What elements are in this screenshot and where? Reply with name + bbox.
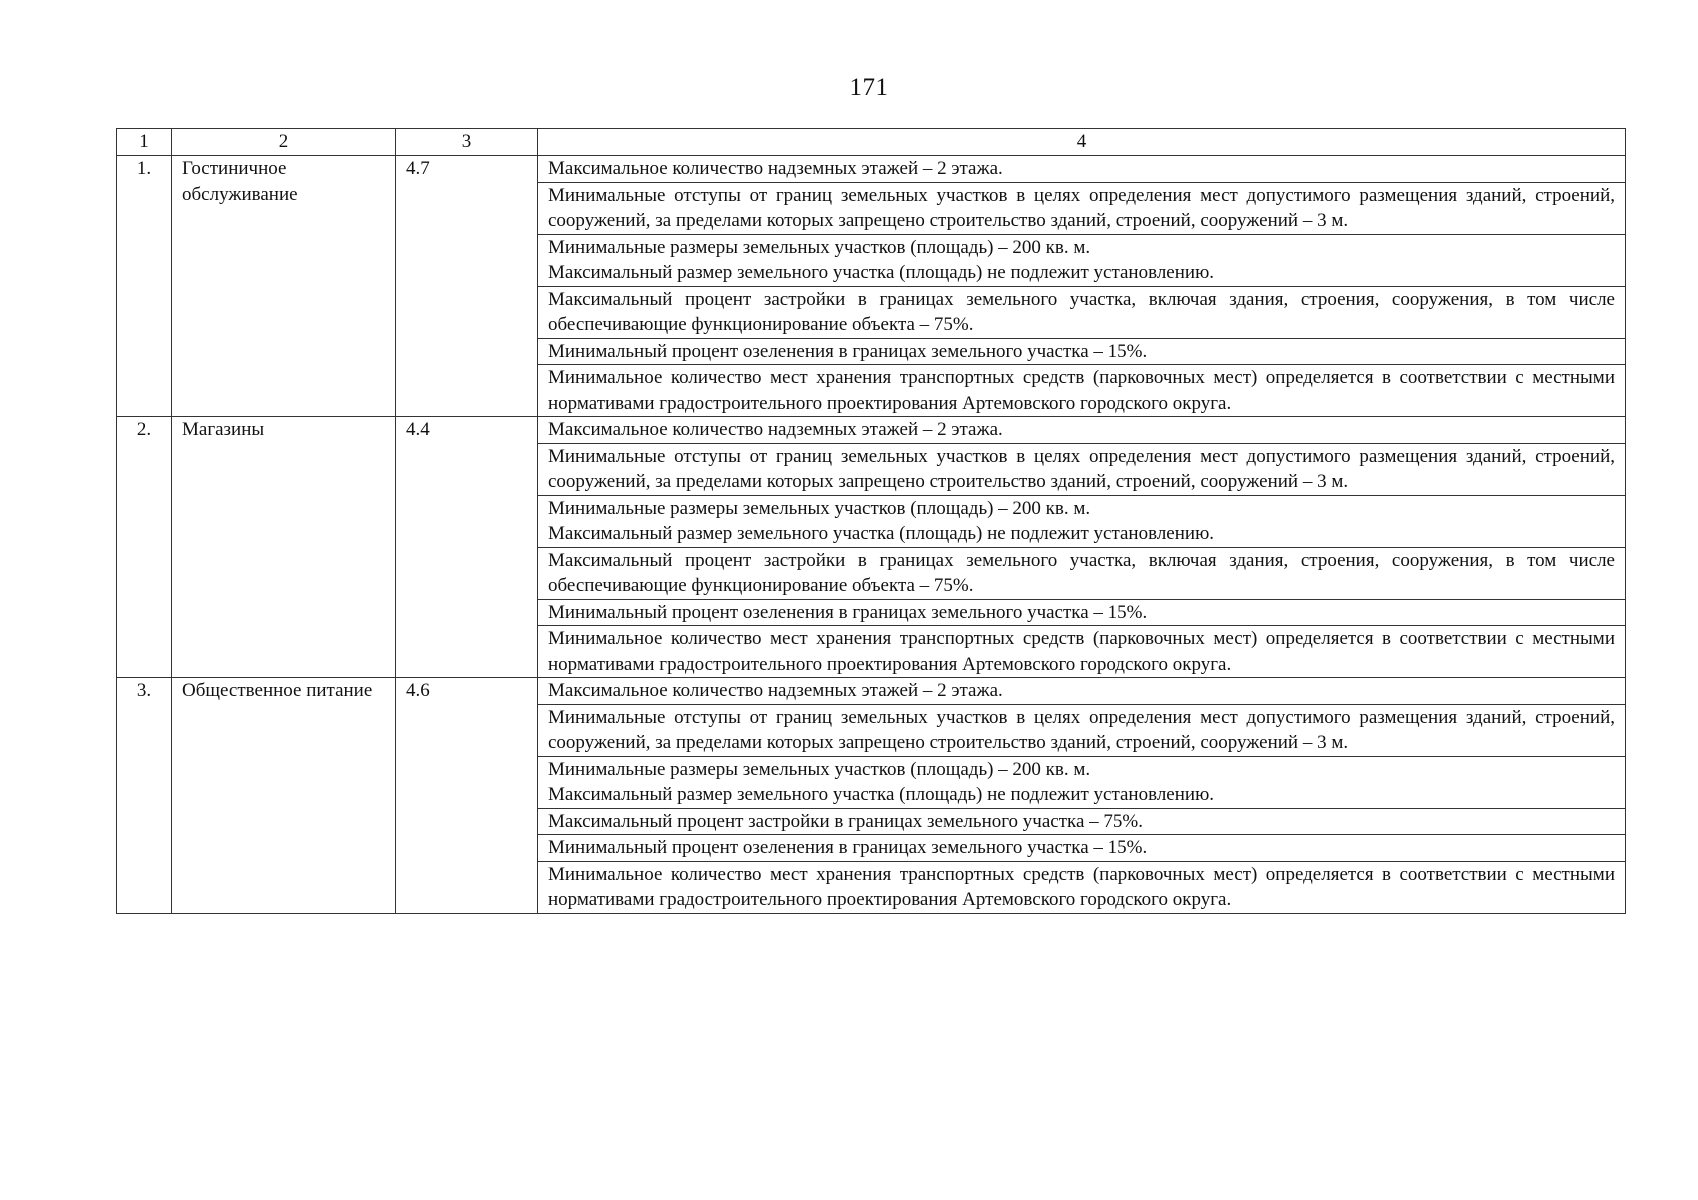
row-number-cell: 1.: [117, 156, 172, 417]
table-header-row: [117, 129, 1626, 156]
use-type-name-cell: Магазины: [172, 417, 396, 678]
page-number: 171: [849, 74, 889, 101]
parameter-cell: Минимальные размеры земельных участков (площадь) – 200 кв. м. Максимальный размер земельного участка (площадь) не подлежит установлению.: [538, 495, 1626, 547]
row-number-cell: 3.: [117, 678, 172, 914]
parameter-cell: Максимальный процент застройки в границах земельного участка – 75%.: [538, 808, 1626, 835]
parameter-cell: Максимальный процент застройки в границах земельного участка, включая здания, строения, сооружения, в том числе обеспечивающие функционирование объекта – 75%.: [538, 547, 1626, 599]
parameter-cell: Максимальный процент застройки в границах земельного участка, включая здания, строения, сооружения, в том числе обеспечивающие функционирование объекта – 75%.: [538, 286, 1626, 338]
parameter-cell: Максимальное количество надземных этажей – 2 этажа.: [538, 156, 1626, 183]
parameter-cell: Минимальные отступы от границ земельных участков в целях определения мест допустимого размещения зданий, строений, сооружений, за пределами которых запрещено строительство зданий, строений, сооружений – 3 м.: [538, 182, 1626, 234]
use-type-code-cell: 4.6: [396, 678, 538, 914]
parameter-cell: Минимальные отступы от границ земельных участков в целях определения мест допустимого размещения зданий, строений, сооружений, за пределами которых запрещено строительство зданий, строений, сооружений – 3 м.: [538, 704, 1626, 756]
header-cell-3: 3: [396, 129, 538, 156]
parameter-cell: Минимальные отступы от границ земельных участков в целях определения мест допустимого размещения зданий, строений, сооружений, за пределами которых запрещено строительство зданий, строений, сооружений – 3 м.: [538, 443, 1626, 495]
parameter-cell: Минимальные размеры земельных участков (площадь) – 200 кв. м. Максимальный размер земельного участка (площадь) не подлежит установлению.: [538, 756, 1626, 808]
table-row: [117, 417, 1626, 444]
table-row: [117, 156, 1626, 183]
table-row: [117, 678, 1626, 705]
parameter-cell: Минимальное количество мест хранения транспортных средств (парковочных мест) определяется в соответствии с местными нормативами градостроительного проектирования Артемовского городского округа.: [538, 861, 1626, 913]
parameter-cell: Минимальное количество мест хранения транспортных средств (парковочных мест) определяется в соответствии с местными нормативами градостроительного проектирования Артемовского городского округа.: [538, 626, 1626, 678]
regulations-table: [116, 128, 1626, 914]
parameter-cell: Максимальное количество надземных этажей – 2 этажа.: [538, 417, 1626, 444]
header-cell-2: 2: [172, 129, 396, 156]
parameter-cell: Минимальный процент озеленения в границах земельного участка – 15%.: [538, 835, 1626, 862]
parameter-cell: Минимальное количество мест хранения транспортных средств (парковочных мест) определяется в соответствии с местными нормативами градостроительного проектирования Артемовского городского округа.: [538, 365, 1626, 417]
row-number-cell: 2.: [117, 417, 172, 678]
parameter-cell: Минимальный процент озеленения в границах земельного участка – 15%.: [538, 599, 1626, 626]
use-type-code-cell: 4.7: [396, 156, 538, 417]
use-type-name-cell: Гостиничное обслуживание: [172, 156, 396, 417]
use-type-code-cell: 4.4: [396, 417, 538, 678]
parameter-cell: Максимальное количество надземных этажей – 2 этажа.: [538, 678, 1626, 705]
parameter-cell: Минимальные размеры земельных участков (площадь) – 200 кв. м. Максимальный размер земельного участка (площадь) не подлежит установлению.: [538, 234, 1626, 286]
use-type-name-cell: Общественное питание: [172, 678, 396, 914]
header-cell-1: 1: [117, 129, 172, 156]
parameter-cell: Минимальный процент озеленения в границах земельного участка – 15%.: [538, 338, 1626, 365]
header-cell-4: 4: [538, 129, 1626, 156]
